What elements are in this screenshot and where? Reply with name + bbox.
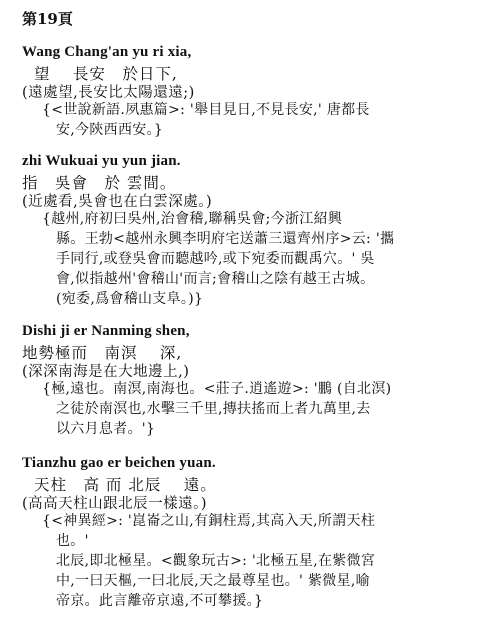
pinyin-line-1: Wang Chang'an yu ri xia, bbox=[22, 44, 192, 60]
note-4 bbox=[42, 511, 482, 611]
chinese-line-4: 天柱 高 而 北辰 遠。 bbox=[34, 476, 217, 494]
note-3-line-1: {極,遠也。南溟,南海也。<莊子.逍遙遊>: '鵬 (自北溟) bbox=[42, 381, 392, 397]
translation-line-3: (深深南海是在大地邊上,) bbox=[22, 364, 190, 380]
note-4-line-3: 北辰,即北極星。<觀象玩古>: '北極五星,在紫微宮 bbox=[56, 553, 376, 569]
note-4-line-1: {<神異經>: '崑崙之山,有銅柱焉,其高入天,所謂天柱 bbox=[42, 513, 376, 529]
chinese-line-2: 指 吳會 於 雲間。 bbox=[22, 174, 177, 192]
translation-line-4: (高高天柱山跟北辰一樣遠。) bbox=[22, 496, 208, 512]
pinyin-line-4: Tianzhu gao er beichen yuan. bbox=[22, 455, 216, 471]
translation-line-1: (遠處望,長安比太陽還遠;) bbox=[22, 85, 195, 101]
pinyin-line-3: Dishi ji er Nanming shen, bbox=[22, 323, 190, 339]
note-2-line-1: {越州,府初曰吳州,治會稽,聯稱吳會;今浙江紹興 bbox=[42, 211, 343, 227]
note-4-line-4: 中,一曰天樞,一曰北辰,天之最尊星也。' 紫微星,喻 bbox=[56, 573, 370, 589]
note-1-line-1: {<世說新語.夙惠篇>: '舉目見日,不見長安,' 唐都長 bbox=[42, 102, 370, 118]
note-2-line-4: 會,似指越州'會稽山'而言;會稽山之陰有越王古城。 bbox=[56, 271, 375, 287]
note-4-line-5: 帝京。此言離帝京遠,不可攀援。} bbox=[56, 593, 264, 609]
note-2 bbox=[42, 209, 482, 309]
note-3-line-3: 以六月息者。'} bbox=[56, 421, 156, 437]
pinyin-line-2: zhi Wukuai yu yun jian. bbox=[22, 153, 181, 169]
note-3 bbox=[42, 379, 482, 439]
chinese-line-1: 望 長安 於日下, bbox=[34, 65, 178, 83]
chinese-line-3: 地勢極而 南溟 深, bbox=[22, 344, 183, 362]
page-number: 第19頁 bbox=[22, 10, 73, 28]
translation-line-2: (近處看,吳會也在白雲深處。) bbox=[22, 194, 213, 210]
note-1-line-2: 安,今陝西西安。} bbox=[56, 122, 164, 138]
note-2-line-3: 手同行,或登吳會而聽越吟,或下宛委而觀禹穴。' 吳 bbox=[56, 251, 375, 267]
note-4-line-2: 也。' bbox=[56, 533, 89, 549]
note-2-line-5: (宛委,爲會稽山支阜。)} bbox=[56, 291, 204, 307]
note-3-line-2: 之徒於南溟也,水擊三千里,摶扶搖而上者九萬里,去 bbox=[56, 401, 371, 417]
note-2-line-2: 縣。王勃<越州永興李明府宅送蕭三還齊州序>云: '攜 bbox=[56, 231, 395, 247]
note-1 bbox=[42, 100, 482, 140]
